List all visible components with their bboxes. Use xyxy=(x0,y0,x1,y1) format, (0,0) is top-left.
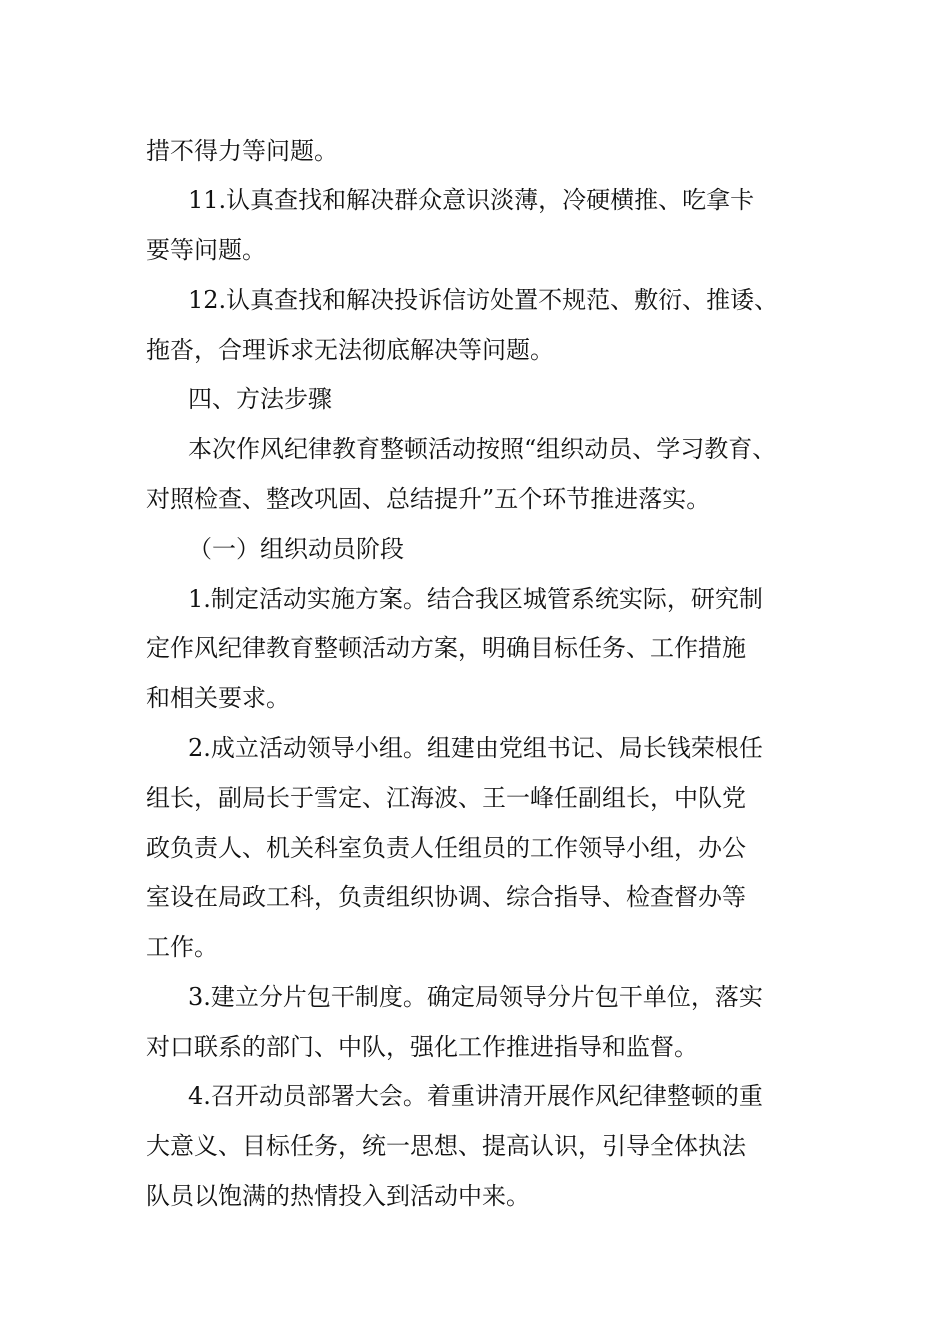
text-line: 队员以饱满的热情投入到活动中来。 xyxy=(146,1182,530,1210)
text-line: 定作风纪律教育整顿活动方案，明确目标任务、工作措施 xyxy=(146,634,746,662)
text-line: 拖沓，合理诉求无法彻底解决等问题。 xyxy=(146,336,554,364)
text-line: 11.认真查找和解决群众意识淡薄，冷硬横推、吃拿卡 xyxy=(188,186,755,214)
text-line: 本次作风纪律教育整顿活动按照“组织动员、学习教育、 xyxy=(188,435,777,463)
text-line: 1.制定活动实施方案。结合我区城管系统实际，研究制 xyxy=(188,585,763,613)
text-line: 对口联系的部门、中队，强化工作推进指导和监督。 xyxy=(146,1033,698,1061)
text-line: 组长，副局长于雪定、江海波、王一峰任副组长，中队党 xyxy=(146,784,746,812)
text-line: 要等问题。 xyxy=(146,236,266,264)
text-line: 政负责人、机关科室负责人任组员的工作领导小组，办公 xyxy=(146,834,746,862)
text-line: 措不得力等问题。 xyxy=(146,137,338,165)
text-line: 12.认真查找和解决投诉信访处置不规范、敷衍、推诿、 xyxy=(188,286,779,314)
text-line: 室设在局政工科，负责组织协调、综合指导、检查督办等 xyxy=(146,883,746,911)
text-line: 大意义、目标任务，统一思想、提高认识，引导全体执法 xyxy=(146,1132,746,1160)
text-line: 4.召开动员部署大会。着重讲清开展作风纪律整顿的重 xyxy=(188,1082,763,1110)
text-line: 和相关要求。 xyxy=(146,684,290,712)
section-heading: 四、方法步骤 xyxy=(188,385,332,413)
subsection-heading: （一）组织动员阶段 xyxy=(188,535,404,563)
text-line: 工作。 xyxy=(146,933,218,961)
text-line: 3.建立分片包干制度。确定局领导分片包干单位，落实 xyxy=(188,983,763,1011)
text-line: 2.成立活动领导小组。组建由党组书记、局长钱荣根任 xyxy=(188,734,763,762)
text-line: 对照检查、整改巩固、总结提升”五个环节推进落实。 xyxy=(146,485,711,513)
